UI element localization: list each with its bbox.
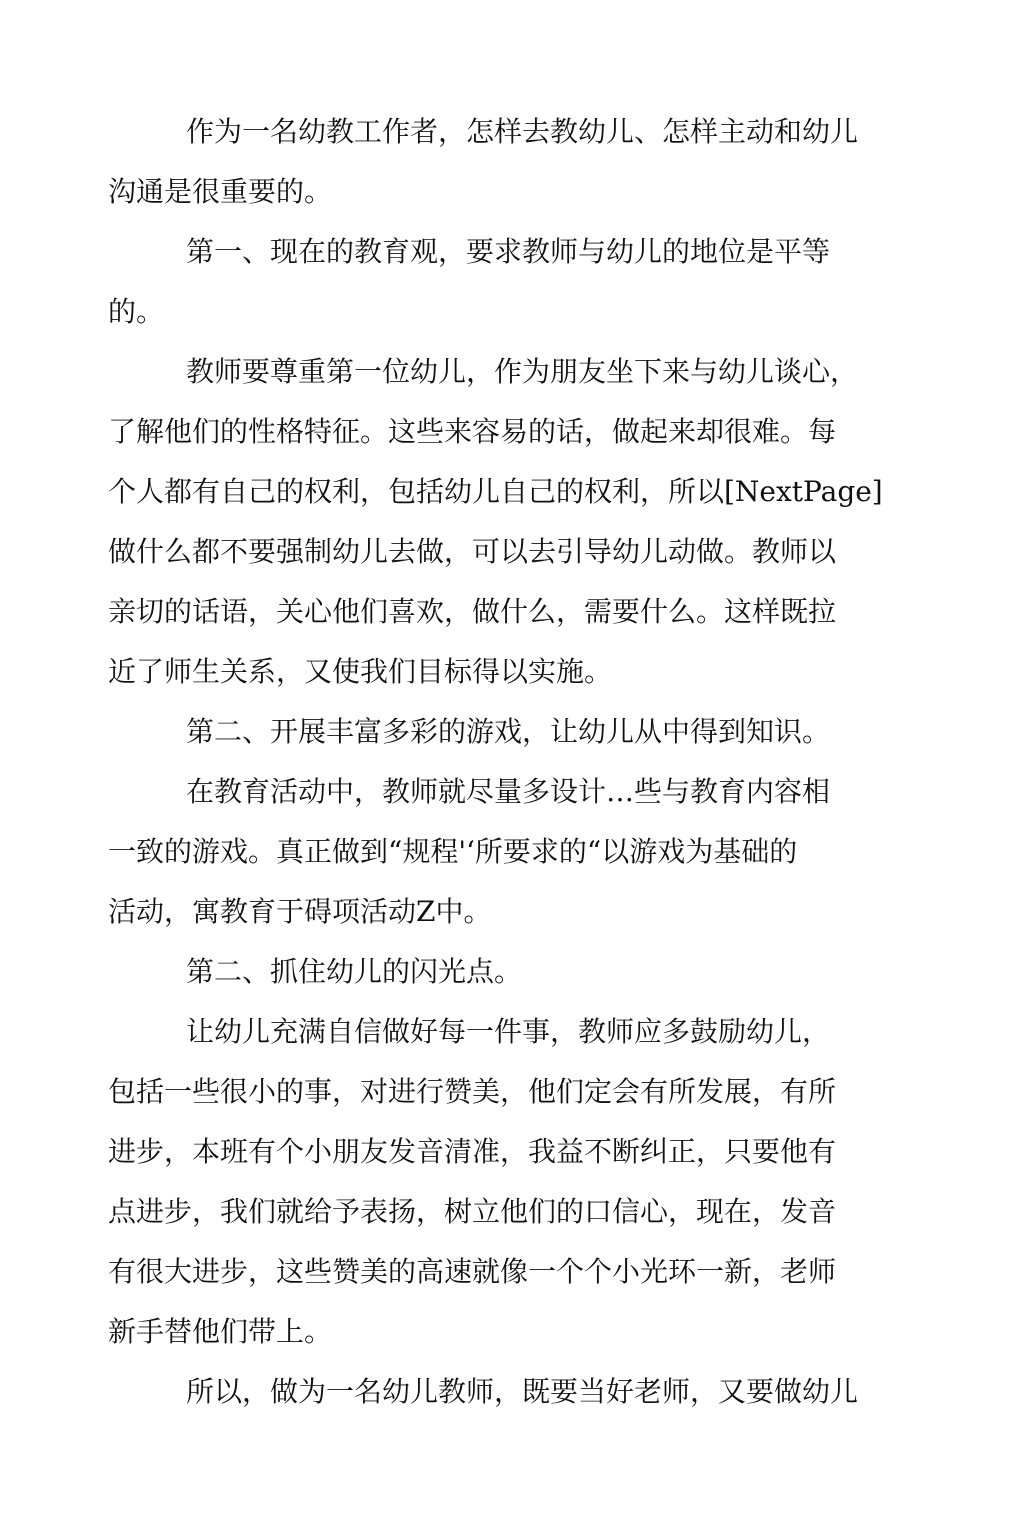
text-line: 让幼儿充满自信做好每一件事，教师应多鼓励幼儿， <box>186 1015 831 1048</box>
text-line: 新手替他们带上。 <box>108 1315 333 1348</box>
text-line: 有很大进步，这些赞美的高速就像一个个小光环一新，老师 <box>108 1255 837 1288</box>
text-line: 个人都有自己的权利，包括幼儿自己的权利，所以[NextPage] <box>108 475 883 508</box>
text-line: 一致的游戏。真正做到“规程'‘所要求的“以游戏为基础的 <box>108 835 798 868</box>
text-line: 近了师生关系，又使我们目标得以实施。 <box>108 655 613 688</box>
text-line: 所以，做为一名幼儿教师，既要当好老师，又要做幼儿 <box>186 1375 859 1408</box>
text-line: 教师要尊重第一位幼儿，作为朋友坐下来与幼儿谈心， <box>186 355 859 388</box>
text-line: 在教育活动中，教师就尽量多设计…些与教育内容相 <box>186 775 831 808</box>
text-line: 第一、现在的教育观，要求教师与幼儿的地位是平等 <box>186 235 831 268</box>
text-line: 做什么都不要强制幼儿去做，可以去引导幼儿动做。教师以 <box>108 535 837 568</box>
text-line: 点进步，我们就给予表扬，树立他们的口信心，现在，发音 <box>108 1195 837 1228</box>
text-line: 的。 <box>108 295 165 328</box>
text-line: 沟通是很重要的。 <box>108 175 333 208</box>
text-line: 了解他们的性格特征。这些来容易的话，做起来却很难。每 <box>108 415 837 448</box>
text-line: 亲切的话语，关心他们喜欢，做什么，需要什么。这样既拉 <box>108 595 837 628</box>
text-line: 进步，本班有个小朋友发音清准，我益不断纠正，只要他有 <box>108 1135 837 1168</box>
text-line: 第二、开展丰富多彩的游戏，让幼儿从中得到知识。 <box>186 715 831 748</box>
text-line: 作为一名幼教工作者，怎样去教幼儿、怎样主动和幼儿 <box>186 115 859 148</box>
text-line: 活动，寓教育于碍项活动Z中。 <box>108 895 492 928</box>
text-line: 第二、抓住幼儿的闪光点。 <box>186 955 523 988</box>
text-line: 包括一些很小的事，对进行赞美，他们定会有所发展，有所 <box>108 1075 837 1108</box>
